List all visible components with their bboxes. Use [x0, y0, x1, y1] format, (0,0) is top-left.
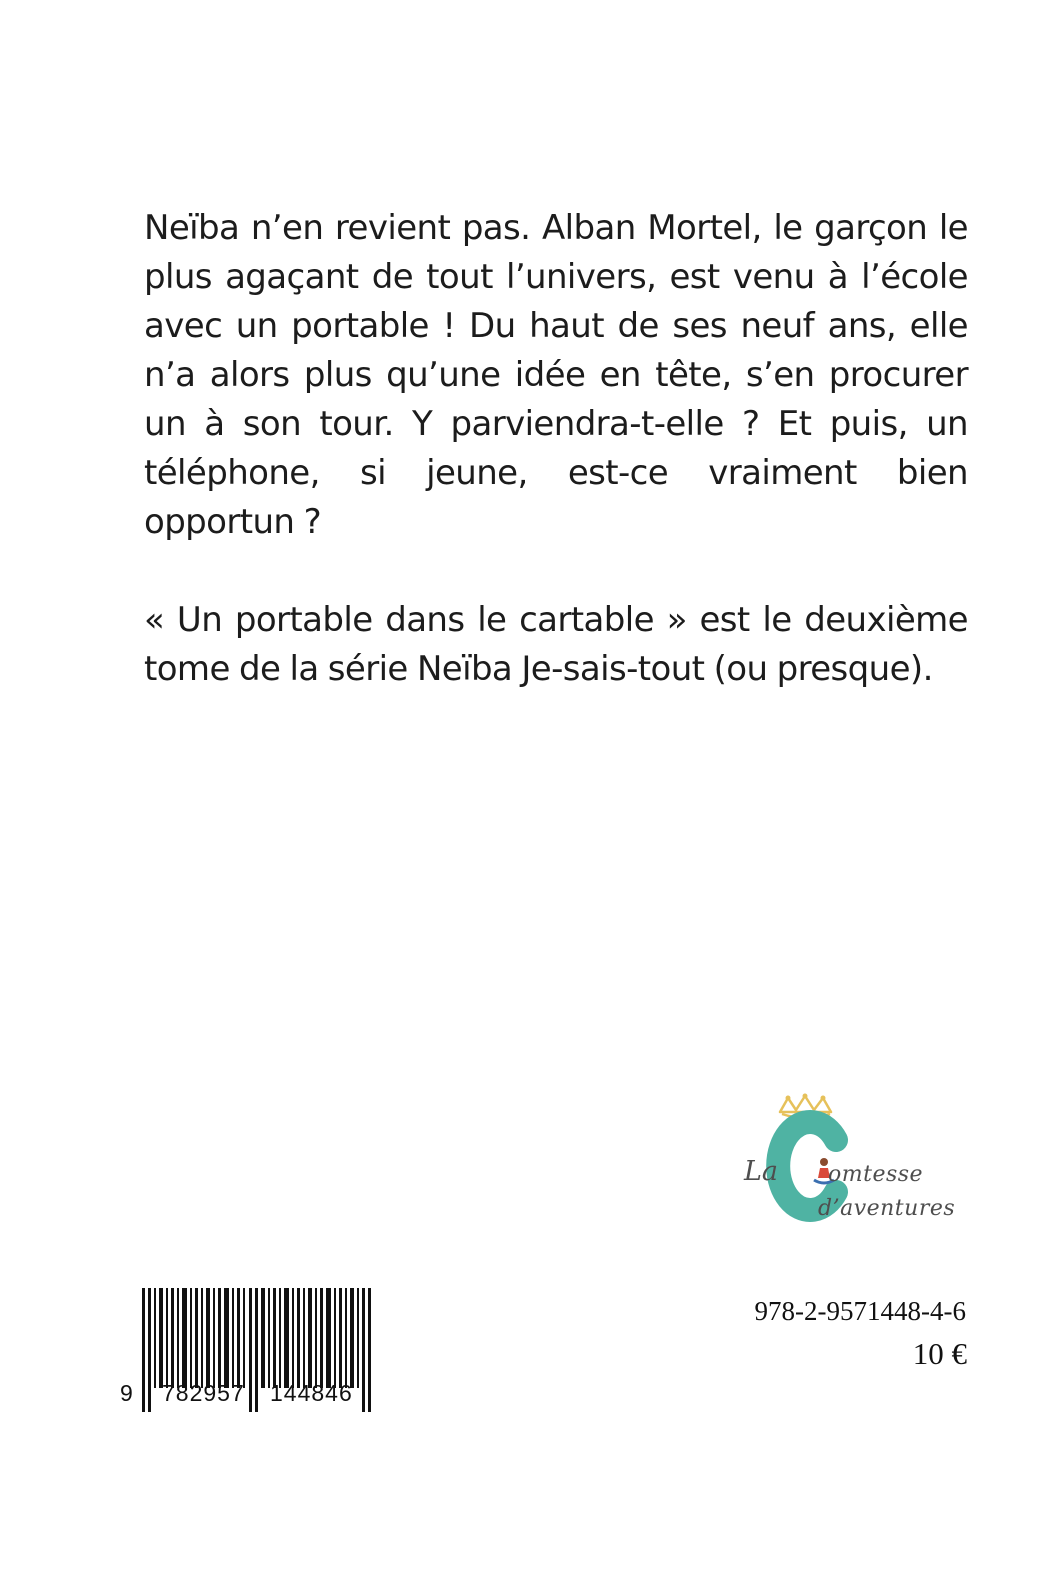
back-cover-blurb	[144, 204, 968, 694]
ean-barcode	[118, 1288, 388, 1418]
isbn-number: 978-2-9571448-4-6	[754, 1296, 966, 1326]
price-label: 10 €	[912, 1336, 967, 1371]
barcode-digits-left: 782957	[162, 1380, 245, 1406]
barcode-digits-right: 144846	[270, 1380, 353, 1406]
logo-word-aventures: d’aventures	[818, 1196, 956, 1221]
logo-word-comtesse: omtesse	[828, 1162, 924, 1187]
blurb-paragraph: Neïba n’en revient pas. Alban Mortel, le garçon le plus agaçant de tout l’univers, est venu à l’école avec un portable ! Du haut de ses neuf ans, elle n’a alors plus qu’une idée en tête, s’en procurer un à son tour. Y parviendra-t-elle ? Et puis, un téléphone, si jeune, est-ce vraiment bien opportun ?	[144, 208, 968, 542]
blurb-paragraph: « Un portable dans le cartable » est le deuxième tome de la série Neïba Je-sais-tout (ou presque).	[144, 600, 968, 689]
publisher-logo	[738, 1092, 978, 1232]
barcode-digit-first: 9	[120, 1380, 134, 1406]
logo-word-la: La	[744, 1156, 779, 1187]
